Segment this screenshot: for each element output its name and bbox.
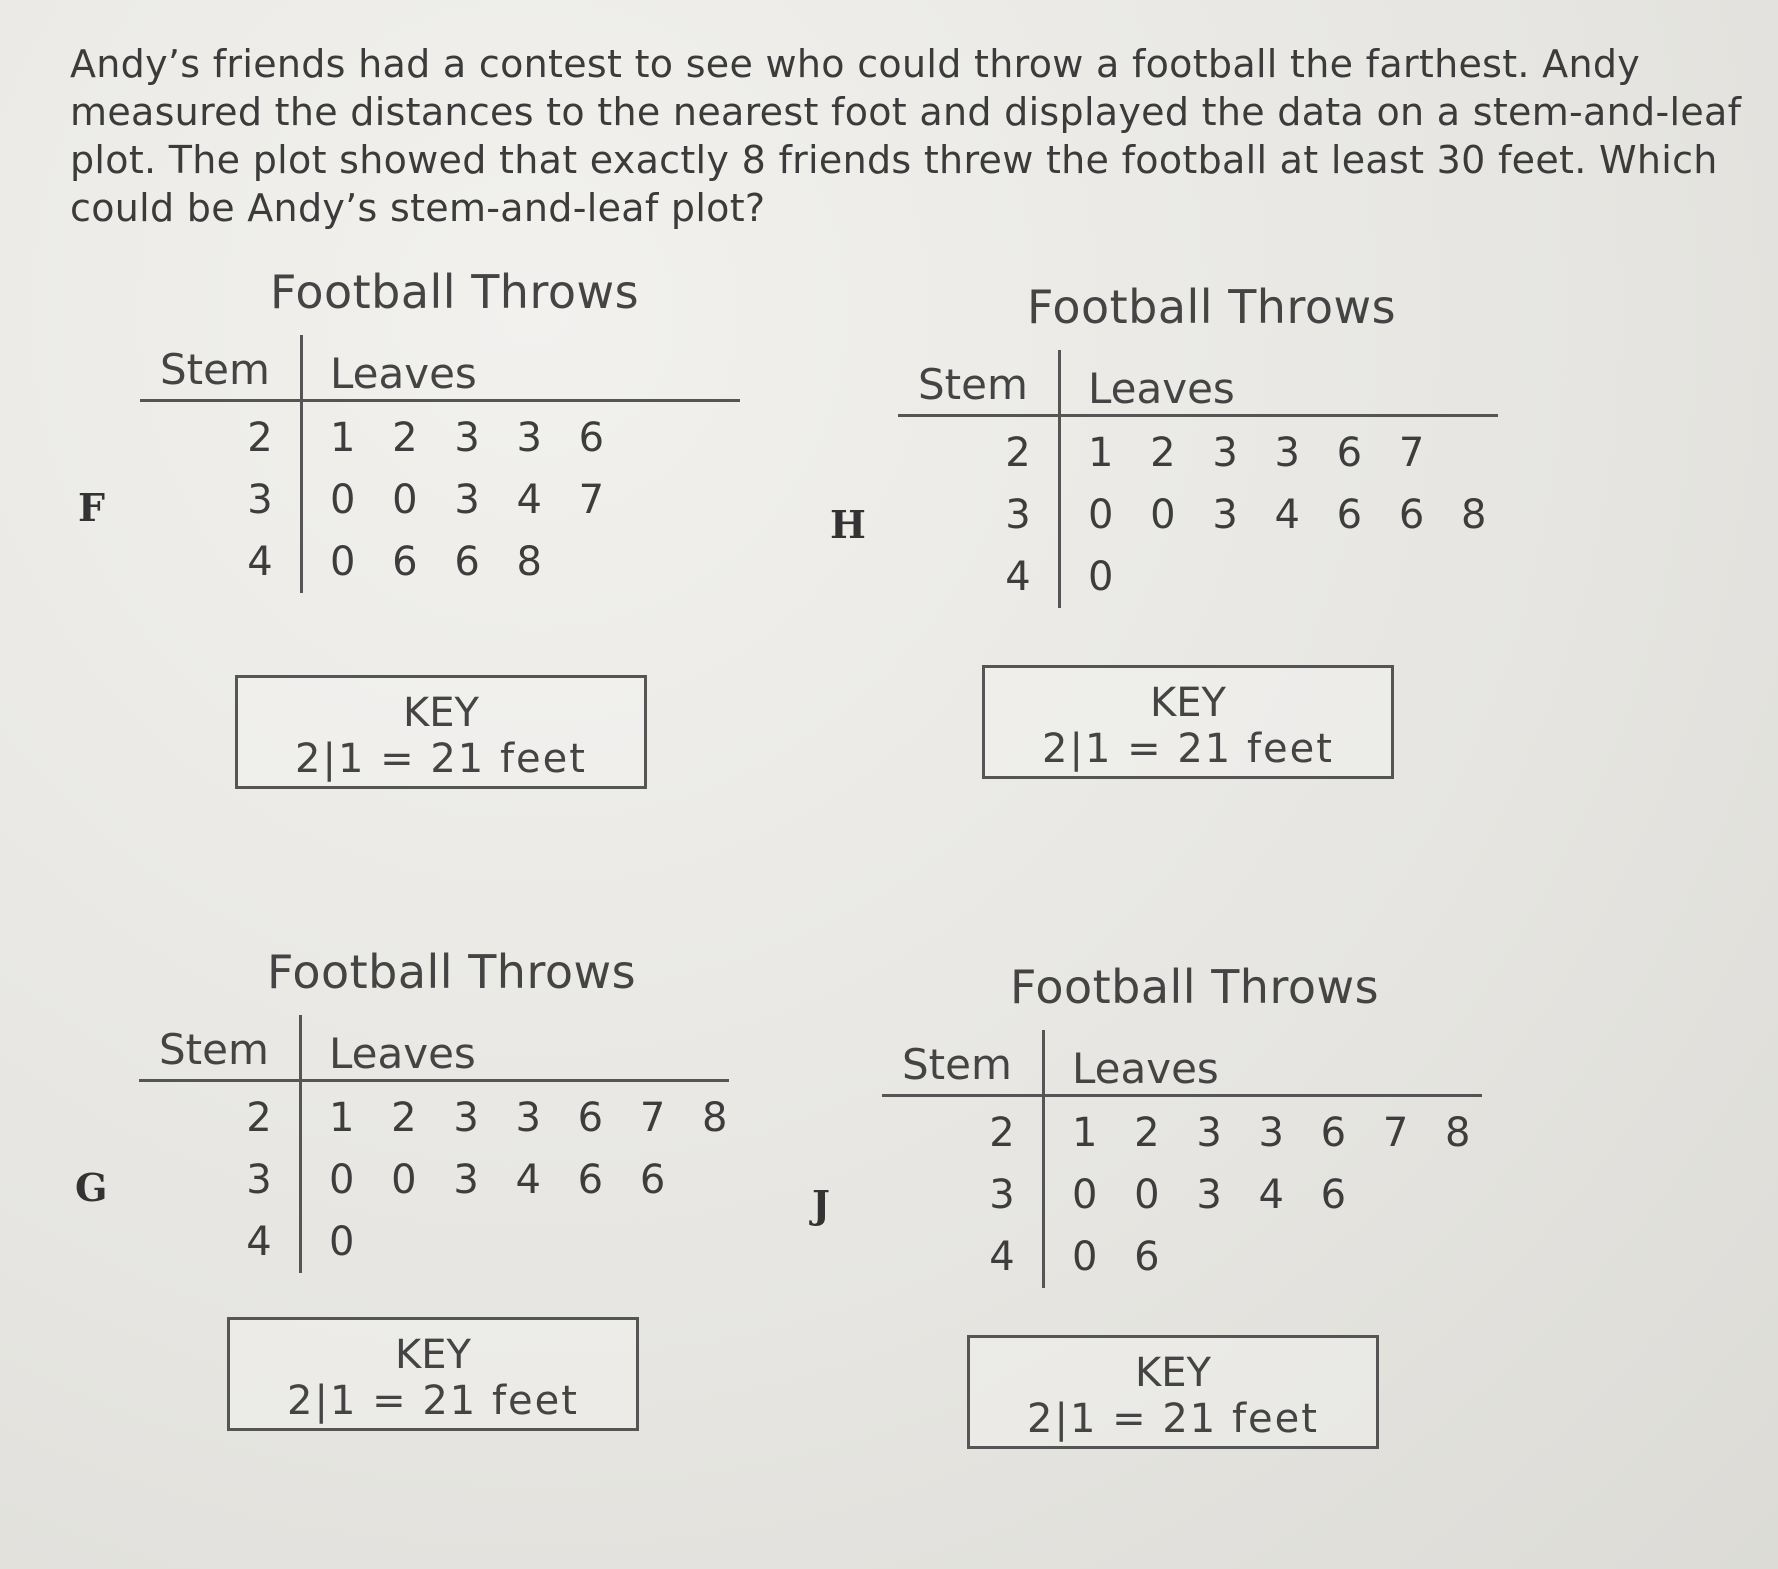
plot-panel-j [812,960,1512,1520]
stem-value: 3 [1005,492,1031,538]
plot-title: Football Throws [267,945,637,999]
key-text: 2|1 = 21 feet [295,736,587,782]
key-box [235,675,647,789]
header-divider [139,1079,729,1082]
plot-title: Football Throws [270,265,640,319]
leaves-header: Leaves [1072,1044,1219,1093]
answer-choice-label: H [830,502,866,547]
leaves-value: 0 [329,1219,367,1265]
leaves-value: 0 6 6 8 [330,539,554,585]
table-row [139,1095,739,1155]
stem-value: 2 [246,1095,272,1141]
key-box [967,1335,1379,1449]
stem-value: 2 [989,1110,1015,1156]
leaves-value: 1 2 3 3 6 7 [1088,430,1437,476]
leaves-value: 1 2 3 3 6 7 8 [329,1095,740,1141]
key-box [982,665,1394,779]
stem-value: 3 [989,1172,1015,1218]
answer-choice-label: F [78,485,105,530]
answer-choice-label: J [812,1182,830,1227]
stem-value: 2 [247,415,273,461]
table-row [882,1172,1482,1232]
stem-value: 4 [247,539,273,585]
plot-panel-f [80,265,780,825]
stem-header: Stem [918,360,1028,409]
stem-header: Stem [159,1025,269,1074]
table-row [140,477,740,537]
table-row [139,1219,739,1279]
leaves-header: Leaves [329,1029,476,1078]
table-row [898,554,1498,614]
stem-value: 4 [989,1234,1015,1280]
plot-title: Football Throws [1010,960,1380,1014]
table-row [898,492,1498,552]
plot-panel-g [75,945,775,1505]
header-divider [140,399,740,402]
leaves-value: 1 2 3 3 6 7 8 [1072,1110,1483,1156]
table-row [139,1157,739,1217]
answer-choice-label: G [75,1165,108,1210]
stem-leaf-table [140,335,760,595]
leaves-value: 0 6 [1072,1234,1172,1280]
key-title: KEY [1150,680,1226,726]
leaves-value: 1 2 3 3 6 [330,415,617,461]
table-row [140,415,740,475]
table-row [140,539,740,599]
stem-header: Stem [160,345,270,394]
stem-value: 4 [1005,554,1031,600]
key-title: KEY [1135,1350,1211,1396]
stem-leaf-table [882,1030,1502,1290]
key-box [227,1317,639,1431]
leaves-value: 0 0 3 4 7 [330,477,617,523]
table-row [898,430,1498,490]
leaves-value: 0 0 3 4 6 6 8 [1088,492,1499,538]
header-divider [882,1094,1482,1097]
stem-leaf-table [898,350,1518,610]
leaves-header: Leaves [330,349,477,398]
leaves-value: 0 0 3 4 6 [1072,1172,1359,1218]
header-divider [898,414,1498,417]
key-text: 2|1 = 21 feet [1042,726,1334,772]
plot-panel-h [830,280,1530,840]
table-row [882,1234,1482,1294]
key-text: 2|1 = 21 feet [1027,1396,1319,1442]
key-title: KEY [403,690,479,736]
stem-header: Stem [902,1040,1012,1089]
leaves-value: 0 0 3 4 6 6 [329,1157,678,1203]
leaves-value: 0 [1088,554,1126,600]
key-title: KEY [395,1332,471,1378]
stem-value: 3 [247,477,273,523]
stem-value: 2 [1005,430,1031,476]
plot-title: Football Throws [1027,280,1397,334]
table-row [882,1110,1482,1170]
question-text: Andy’s friends had a contest to see who could throw a football the farthest. Andy measured the distances to the nearest foot and displayed the data on a stem-and-leaf plot. The plot showed that exactly 8 friends threw the football at least 30 feet. Which could be Andy’s stem-and-leaf plot? [70,42,1742,230]
stem-leaf-table [139,1015,759,1275]
stem-value: 3 [246,1157,272,1203]
key-text: 2|1 = 21 feet [287,1378,579,1424]
leaves-header: Leaves [1088,364,1235,413]
stem-value: 4 [246,1219,272,1265]
